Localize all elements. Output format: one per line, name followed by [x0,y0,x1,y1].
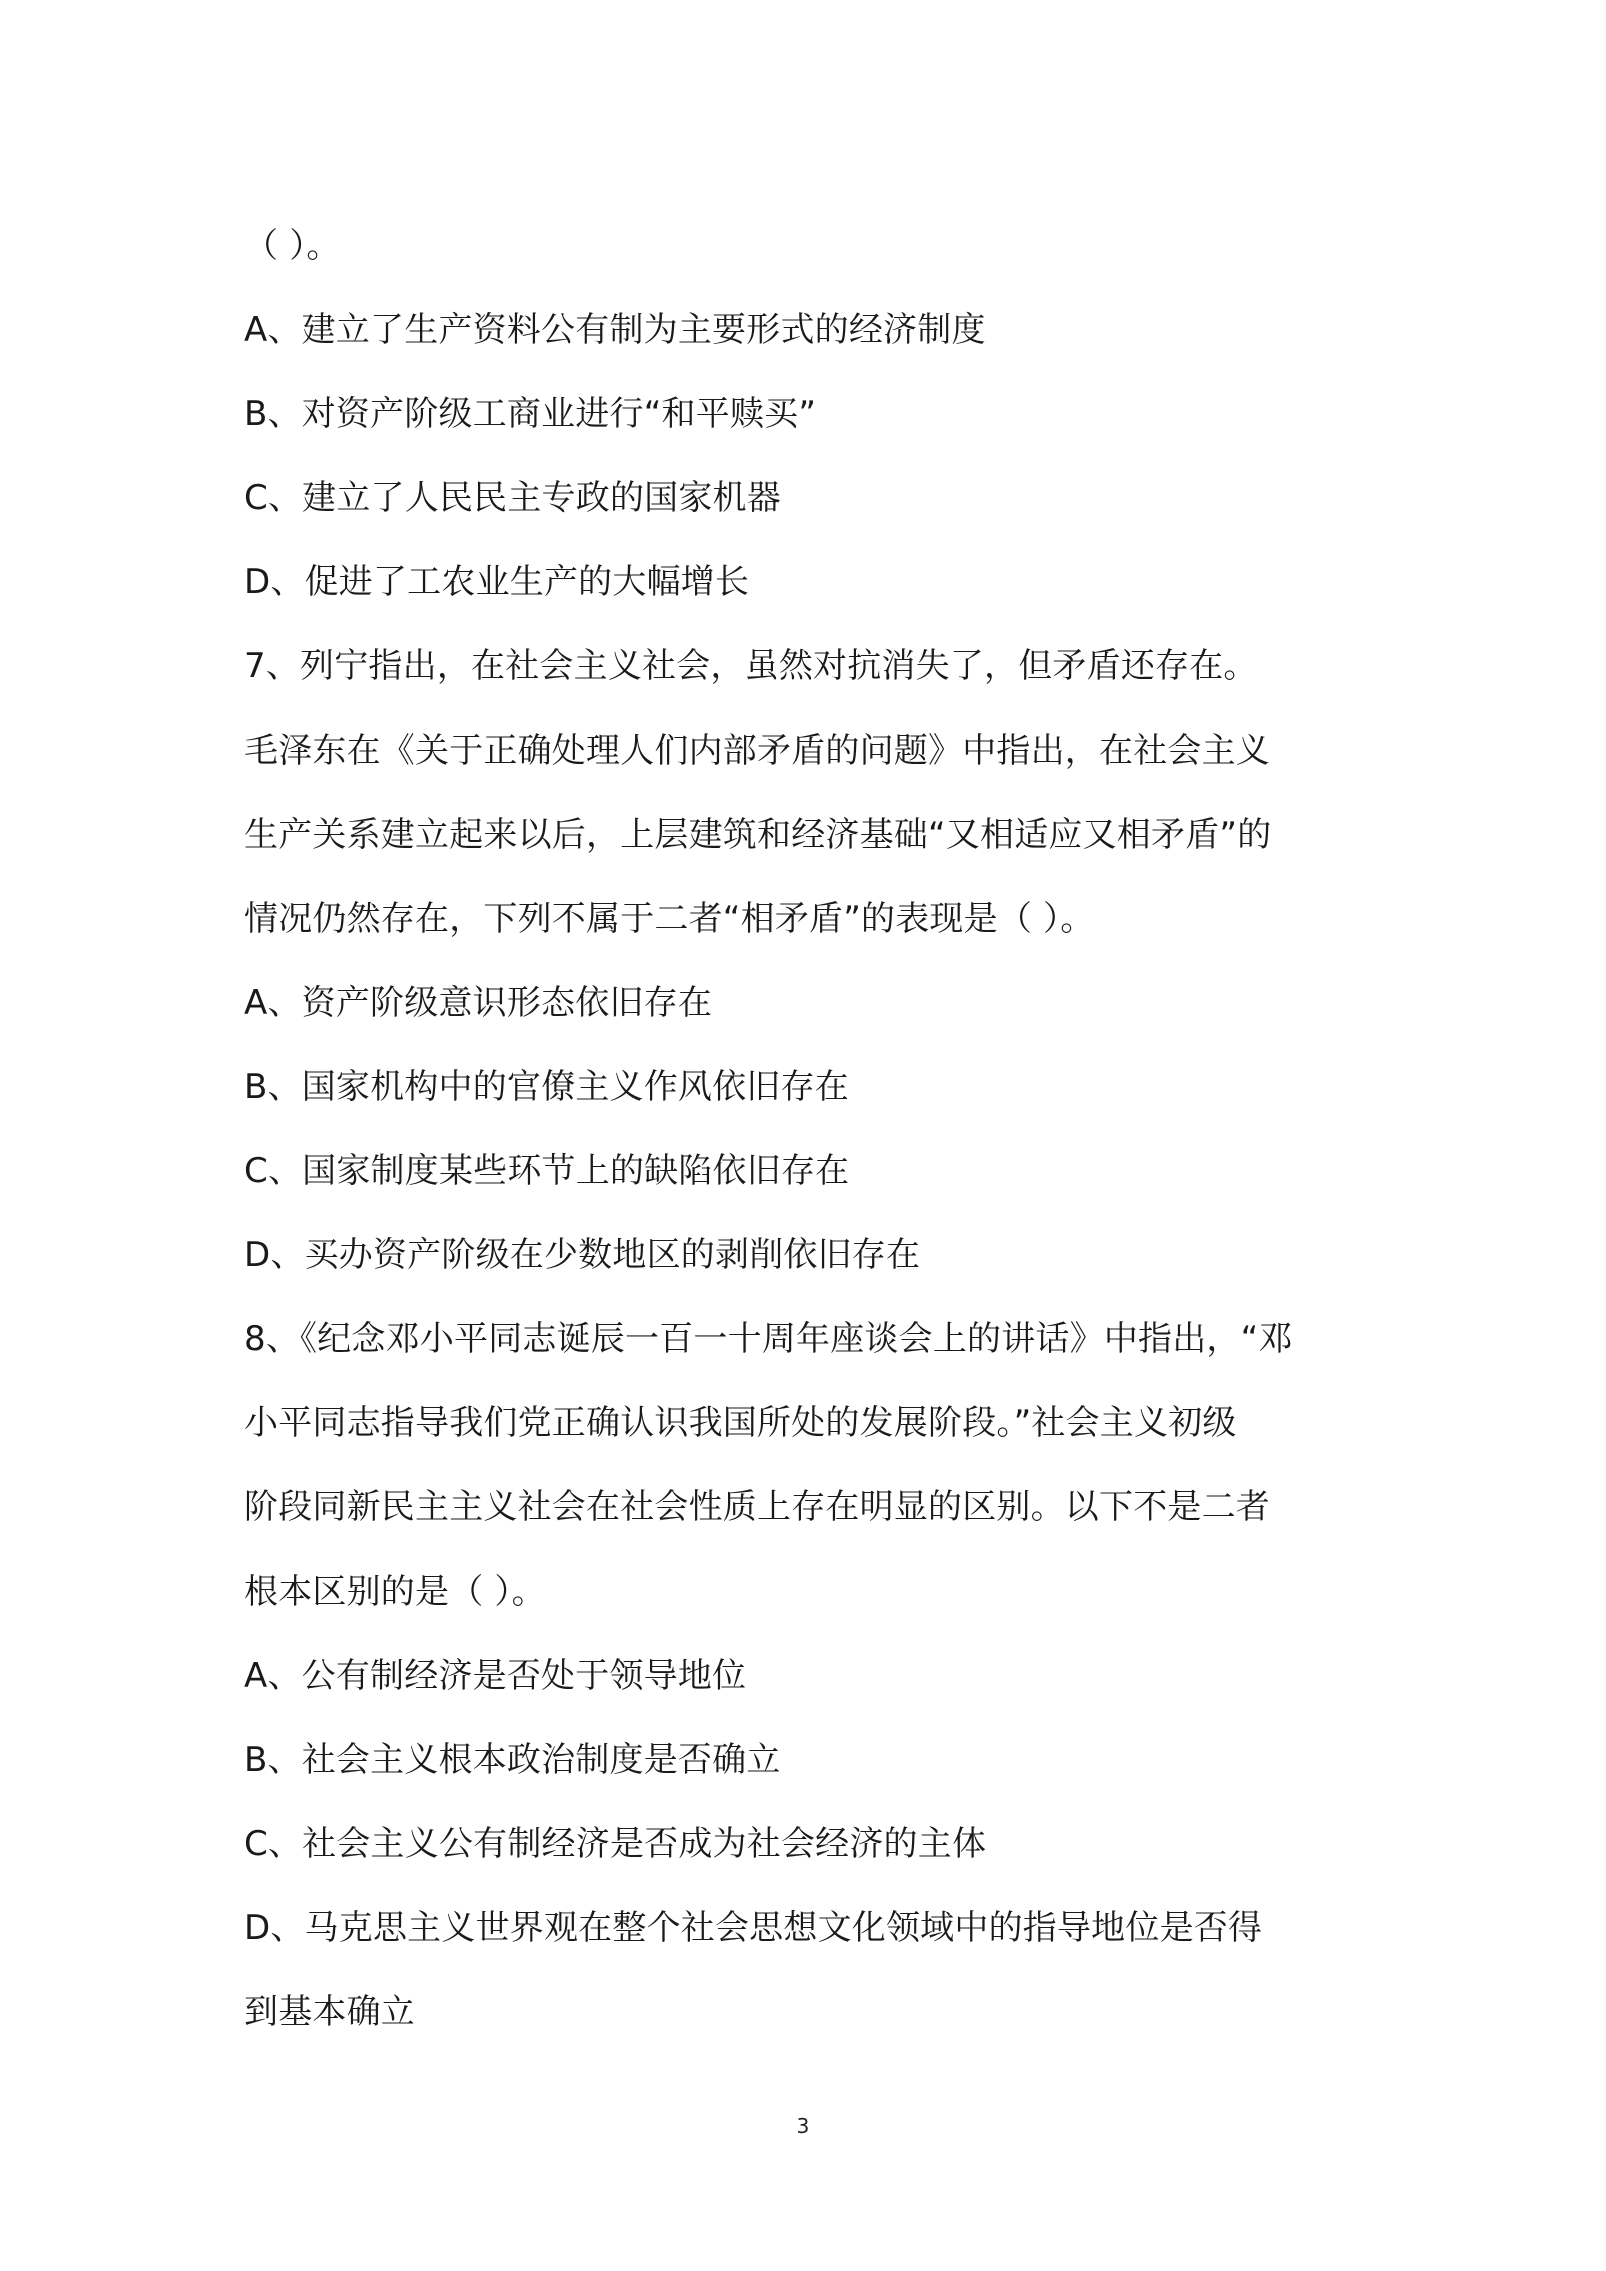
page-body [244,204,1374,2054]
question-6-option-b: B、对资产阶级工商业进行“和平赎买” [244,394,817,435]
question-7-stem-line-3: 生产关系建立起来以后，上层建筑和经济基础“又相适应又相矛盾”的 [244,814,1272,855]
question-6-option-d: D、促进了工农业生产的大幅增长 [244,562,750,603]
question-8-stem-line-4: 根本区别的是（ ）。 [244,1571,546,1612]
question-8-stem-line-3: 阶段同新民主主义社会在社会性质上存在明显的区别。以下不是二者 [244,1487,1270,1528]
question-7-option-b: B、国家机构中的官僚主义作风依旧存在 [244,1066,849,1107]
question-7-option-d: D、买办资产阶级在少数地区的剥削依旧存在 [244,1235,921,1276]
question-8-option-d-line-2: 到基本确立 [244,1991,415,2032]
question-6-option-a: A、建立了生产资料公有制为主要形式的经济制度 [244,310,986,351]
question-7-stem-line-4: 情况仍然存在，下列不属于二者“相矛盾”的表现是（ ）。 [244,898,1095,939]
page-number: 3 [796,2114,810,2138]
question-7-stem-line-2: 毛泽东在《关于正确处理人们内部矛盾的问题》中指出，在社会主义 [244,730,1270,771]
question-8-stem-line-1: 8、《纪念邓小平同志诞辰一百一十周年座谈会上的讲话》中指出，“邓 [244,1319,1293,1360]
question-7-option-a: A、资产阶级意识形态依旧存在 [244,982,713,1023]
question-7-stem-line-1: 7、列宁指出，在社会主义社会，虽然对抗消失了，但矛盾还存在。 [244,646,1258,687]
question-6-option-c: C、建立了人民民主专政的国家机器 [244,478,781,519]
question-8-option-a: A、公有制经济是否处于领导地位 [244,1655,747,1696]
question-6-stem-end: （ ）。 [244,226,341,266]
question-7-option-c: C、国家制度某些环节上的缺陷依旧存在 [244,1151,850,1192]
question-8-option-c: C、社会主义公有制经济是否成为社会经济的主体 [244,1823,987,1864]
question-8-option-b: B、社会主义根本政治制度是否确立 [244,1739,781,1780]
question-8-stem-line-2: 小平同志指导我们党正确认识我国所处的发展阶段。”社会主义初级 [244,1403,1237,1444]
question-8-option-d-line-1: D、马克思主义世界观在整个社会思想文化领域中的指导地位是否得 [244,1907,1263,1948]
